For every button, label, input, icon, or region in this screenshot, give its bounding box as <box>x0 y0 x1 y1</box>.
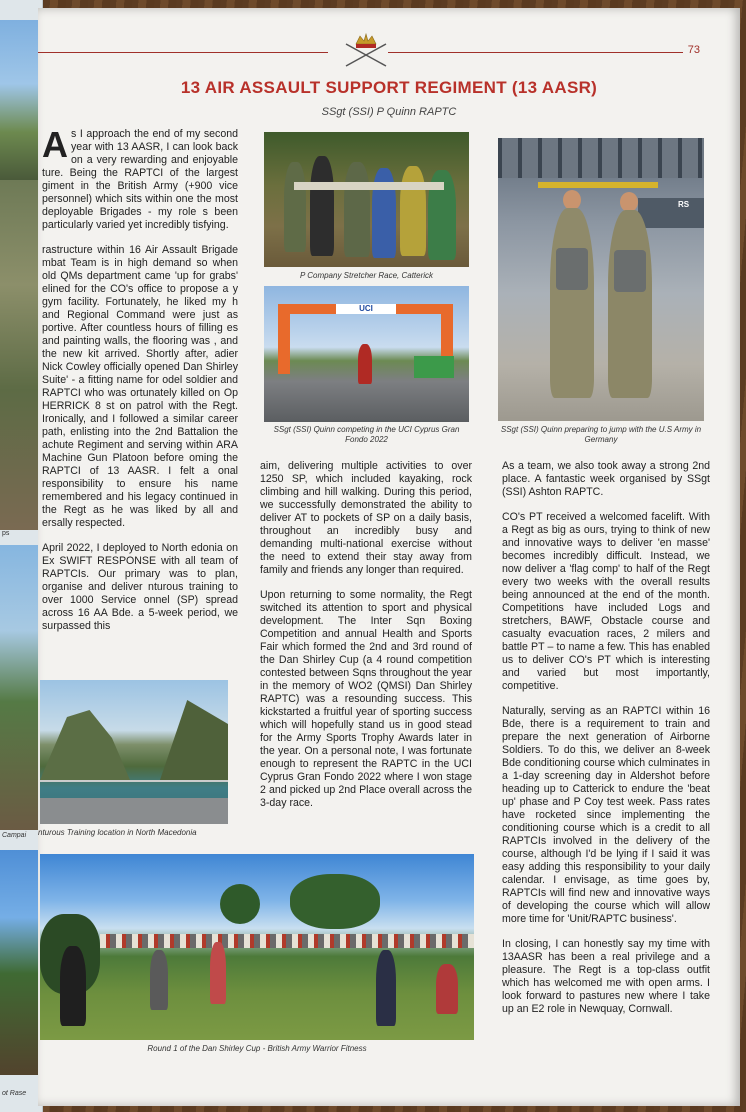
left-photo-2 <box>0 180 40 530</box>
column-2 <box>260 460 472 822</box>
page-number: 73 <box>687 44 700 56</box>
column-2-paragraph-2: Upon returning to some normality, the Regt switched its attention to sport and physical development. The Inter Sqn Boxing Competition and annual Health and Sports Fair which formed the 2nd and 3rd round of the Dan Shirley Cup (a 4 round competition contested between Sqns throughout the year in the memory of WO2 (QMSI) Dan Shirley RAPTC) was a resounding success. This kickstarted a fruitful year of sporting success which will hopefully stand us in good stead for the Army Sports Trophy Awards later in the year. On a personal note, I was fortunate enough to represent the RAPTC in the UCI Cyprus Gran Fondo 2022 where I won stage 2 and picked up 2nd Place overall across the 3-day race. <box>260 589 472 809</box>
left-fragment-3: ot Rase <box>2 1090 27 1097</box>
dan-shirley-cup-photo <box>40 854 474 1040</box>
aircraft-mark: RS <box>678 200 690 209</box>
column-3-paragraph-1: As a team, we also took away a strong 2nd place. A fantastic week organised by SSgt (SSI) Ashton RAPTC. <box>502 460 710 498</box>
column-3-paragraph-2: CO's PT received a welcomed facelift. With a Regt as big as ours, trying to think of new and innovative ways to deliver 'en masse' becomes incredibly difficult. Instead, we now deliver a 'flag comp' to half of the Regt every two weeks with the overall results being announced at the end of the month. Competitions have included Logs and stretchers, BAWF, Obstacle course and casualty evacuation races, 2 milers and battle PT – to name a few. This has enabled us to deliver CO's PT which is interesting and varied but most importantly, competitive. <box>502 511 710 692</box>
article-title: 13 AIR ASSAULT SUPPORT REGIMENT (13 AASR) <box>180 78 598 97</box>
stretcher-race-photo <box>264 132 469 267</box>
column-3-paragraph-3: Naturally, serving as an RAPTCI within 16 Bde, there is a requirement to train and prepare the next generation of Airborne Soldiers. To do this, we deliver an 8-week Bde conditioning course which culminates in a 1-day screening day in Aldershot before heading up to Catterick to endure the 'beat up' phase and P Coy test week. Pass rates have rocketed since implementing the conditioning course which is a credit to all RAPTCIs involved in the delivery of the course, although I'd be lying if I said it was easy adding this responsibility to your daily calendar. I envisage, as time goes by, RAPTCIs will find new and innovative ways of developing the course which will allow more time for 'Unit/RAPTC business'. <box>502 705 710 925</box>
column-1-paragraph-2: rastructure within 16 Air Assault Brigade mbat Team is in high demand so when old QMs department came 'up for grabs' elined for the CO's office to propose a y gym facility. Fortunately, he liked my h and Regional Command were just as portive. After countless hours of filling es and painting walls, the flooring was , and the new kit arrived. Shortly after, adier Nick Cowley officially opened Dan Shirley Suite' - a fitting name for odel soldier and RAPTCI who was ortunately killed on Op HERRICK 8 st on patrol with the Regt. Ironically, and I followed a similar career path, enlisting into the 2nd Battalion the achute Regiment and serving within ARA Machine Gun Platoon before oming the RAPTCI of 13 AASR. I felt a onal responsibility to ensure his name remembered and his legacy continued in the Regt as he was liked by all and ersally respected. <box>42 244 238 529</box>
column-3-paragraph-4: In closing, I can honestly say my time with 13AASR has been a real privilege and a pleasure. The Regt is a top-class outfit which has welcomed me with open arms. I look forward to pastures new where I take up an E2 role in Newquay, Cornwall. <box>502 938 710 1015</box>
caption-stretcher-race: P Company Stretcher Race, Catterick <box>299 271 434 280</box>
caption-macedonia: nturous Training location in North Macedonia <box>38 828 197 837</box>
header-rule-left <box>38 52 328 53</box>
drop-cap: A <box>42 124 68 165</box>
article-byline: SSgt (SSI) P Quinn RAPTC <box>321 106 457 118</box>
left-photo-1 <box>0 20 40 180</box>
jump-prep-photo <box>498 138 704 421</box>
column-3 <box>502 460 710 1028</box>
left-fragment-2: Campai <box>2 832 27 839</box>
column-2-paragraph-1: aim, delivering multiple activities to over 1250 SP, which included kayaking, rock climbing and hill walking. During this period, we successfully demonstrated the ability to deliver AT to pockets of SP on a daily basis, throughout an incredibly busy and demanding multi-national exercise without the need to extend their stay away from family and friends any longer than required. <box>260 460 472 576</box>
macedonia-photo <box>40 680 228 824</box>
left-page-edge <box>0 0 43 1112</box>
column-1 <box>42 124 238 645</box>
magazine-page <box>38 8 740 1106</box>
arch-banner-text: UCI <box>336 304 396 314</box>
caption-cycling: SSgt (SSI) Quinn competing in the UCI Cyprus Gran Fondo 2022 <box>273 425 460 444</box>
caption-jump-prep: SSgt (SSI) Quinn preparing to jump with the U.S Army in Germany <box>500 425 702 444</box>
left-photo-4 <box>0 850 40 1075</box>
crown-crossed-swords-icon <box>338 30 394 70</box>
left-fragment-1: ps <box>2 530 10 537</box>
cycling-photo <box>264 286 469 422</box>
column-1-paragraph-3: April 2022, I deployed to North edonia on Ex SWIFT RESPONSE with all team of RAPTCIs. Our primary was to plan, organise and deliver nturous training to over 1000 Service onnel (SP) spread across 16 AA Bde. a 5-week period, we surpassed this <box>42 542 238 632</box>
left-photo-3 <box>0 545 40 830</box>
caption-dan-shirley-cup: Round 1 of the Dan Shirley Cup - British Army Warrior Fitness <box>147 1044 367 1053</box>
header-rule-right <box>388 52 683 53</box>
column-1-paragraph-1: As I approach the end of my second year with 13 AASR, I can look back on a very rewarding and enjoyable ture. Being the RAPTCI of the largest giment in the British Army (+900 vice personnel) which sits within one the most deployable Brigades - my role s been particularly varied yet incredibly tisfying. <box>42 124 238 231</box>
